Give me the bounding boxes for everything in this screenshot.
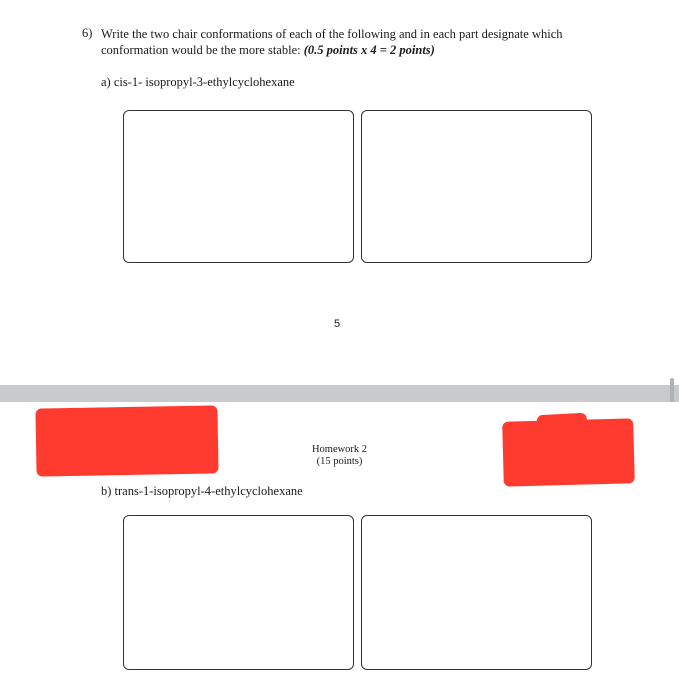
question-text-line2 — [101, 42, 435, 58]
answer-box-a-2[interactable] — [361, 110, 592, 263]
answer-box-b-2[interactable] — [361, 515, 592, 670]
question-text-line2-prefix: conformation would be the more stable: — [101, 43, 304, 57]
question-text-line1: Write the two chair conformations of each of the following and in each part designate which — [101, 27, 563, 41]
page-separator — [0, 385, 679, 402]
homework-points: (15 points) — [316, 456, 363, 467]
answer-box-a-1[interactable] — [123, 110, 354, 263]
part-b-label: b) trans-1-isopropyl-4-ethylcyclohexane — [101, 484, 303, 498]
homework-title: Homework 2 — [311, 444, 368, 455]
part-a-label: a) cis-1- isopropyl-3-ethylcyclohexane — [101, 75, 295, 89]
page-number: 5 — [334, 318, 341, 330]
answer-box-b-1[interactable] — [123, 515, 354, 670]
question-points: (0.5 points x 4 = 2 points) — [303, 43, 435, 57]
document-page-bottom — [0, 402, 679, 700]
question-number: 6) — [82, 26, 93, 40]
